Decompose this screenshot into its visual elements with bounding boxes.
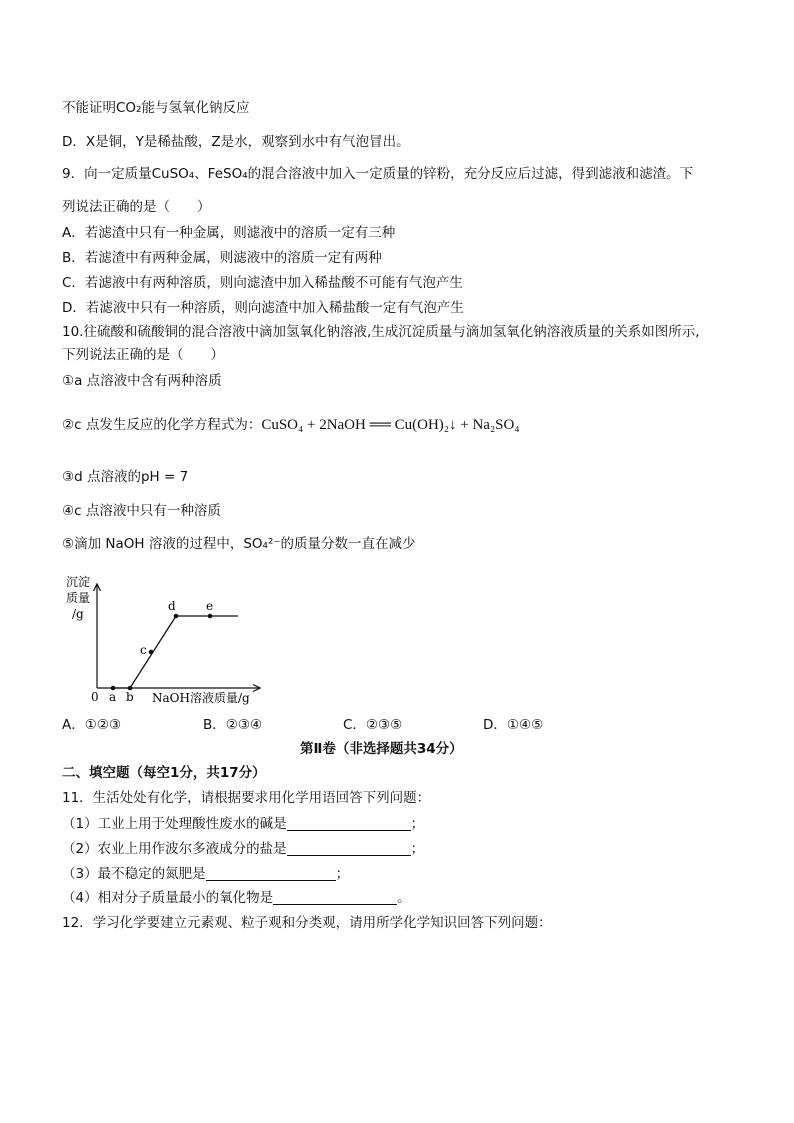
q11-item-4-end: 。: [397, 890, 411, 906]
q10-statement-4: ④c 点溶液中只有一种溶质: [62, 503, 221, 519]
q11-item-3-text: （3）最不稳定的氮肥是: [62, 866, 206, 882]
q11-stem: 11．生活处处有化学，请根据要求用化学用语回答下列问题：: [62, 790, 431, 806]
label-b: b: [126, 690, 134, 704]
volume-title: 第Ⅱ卷（非选择题共34分）: [300, 741, 463, 757]
q10-statement-1: ①a 点溶液中含有两种溶质: [62, 373, 222, 389]
q9-stem-line1: 9．向一定质量CuSO₄、FeSO₄的混合溶液中加入一定质量的锌粉，充分反应后过滤，得到滤液和滤渣。下: [62, 166, 694, 182]
q9-option-c: C．若滤液中有两种溶质，则向滤渣中加入稀盐酸不可能有气泡产生: [62, 275, 463, 291]
q10-option-a: A．①②③: [62, 717, 122, 733]
q9-stem-line2: 列说法正确的是（ ）: [62, 199, 211, 215]
q10-option-b: B．②③④: [203, 717, 263, 733]
q11-item-2-text: （2）农业上用作波尔多液成分的盐是: [62, 841, 287, 857]
q11-item-4-text: （4）相对分子质量最小的氧化物是: [62, 890, 274, 906]
q10-stem-line1: 10.往硫酸和硫酸铜的混合溶液中滴加氢氧化钠溶液,生成沉淀质量与滴加氢氧化钠溶液质量的关系如图所示,: [62, 324, 700, 340]
q11-item-3-end: ；: [335, 866, 350, 882]
answer-blank-2[interactable]: [287, 841, 411, 856]
label-d: d: [168, 599, 176, 613]
q11-item-1: [62, 815, 424, 833]
q10-statement-2: [62, 416, 520, 434]
q11-item-1-end: ；: [410, 816, 425, 832]
q9-option-a: A．若滤渣中只有一种金属，则滤液中的溶质一定有三种: [62, 225, 396, 241]
point-e: [208, 614, 213, 619]
q10-statement-5: ⑤滴加 NaOH 溶液的过程中，SO₄²⁻的质量分数一直在减少: [62, 536, 416, 552]
q9-option-d: D．若滤液中只有一种溶质，则向滤渣中加入稀盐酸一定有气泡产生: [62, 300, 464, 316]
q11-item-3: [62, 865, 349, 883]
label-c: c: [140, 643, 147, 657]
graph-xlabel: NaOH溶液质量/g: [152, 691, 250, 705]
q8-tail: 不能证明CO₂能与氢氧化钠反应: [62, 100, 250, 116]
answer-blank-3[interactable]: [206, 866, 336, 881]
graph-ylabel-1: 沉淀: [66, 575, 91, 589]
precipitate-mass-graph: [60, 570, 270, 710]
section-heading: 二、填空题（每空1分，共17分）: [62, 765, 266, 781]
graph-curve: [113, 616, 238, 688]
q10-statement-2-prefix: ②c 点发生反应的化学方程式为：: [62, 417, 262, 433]
q11-item-1-text: （1）工业上用于处理酸性废水的碱是: [62, 816, 287, 832]
q10-option-d: D．①④⑤: [483, 717, 544, 733]
label-a: a: [109, 690, 117, 704]
point-c: [149, 650, 154, 655]
graph-origin-label: 0: [91, 690, 99, 704]
answer-blank-4[interactable]: [273, 890, 397, 905]
q11-item-2: [62, 840, 424, 858]
label-e: e: [206, 599, 214, 613]
q11-item-2-end: ；: [410, 841, 425, 857]
chemical-equation: CuSO₄ + 2NaOH ══ Cu(OH)₂↓ + Na₂SO₄: [261, 417, 520, 433]
q10-option-c: C．②③⑤: [343, 717, 403, 733]
graph-ylabel-3: /g: [72, 607, 84, 621]
q12-stem: 12．学习化学要建立元素观、粒子观和分类观，请用所学化学知识回答下列问题：: [62, 915, 552, 931]
q10-stem-line2: 下列说法正确的是（ ）: [62, 347, 224, 363]
q11-item-4: [62, 889, 411, 907]
q9-option-b: B．若滤渣中有两种金属，则滤液中的溶质一定有两种: [62, 250, 382, 266]
graph-ylabel-2: 质量: [66, 591, 91, 605]
q8-option-d: D．X是铜，Y是稀盐酸，Z是水，观察到水中有气泡冒出。: [62, 134, 410, 150]
point-d: [174, 614, 179, 619]
answer-blank-1[interactable]: [287, 816, 411, 831]
q10-statement-3: ③d 点溶液的pH = 7: [62, 469, 189, 485]
